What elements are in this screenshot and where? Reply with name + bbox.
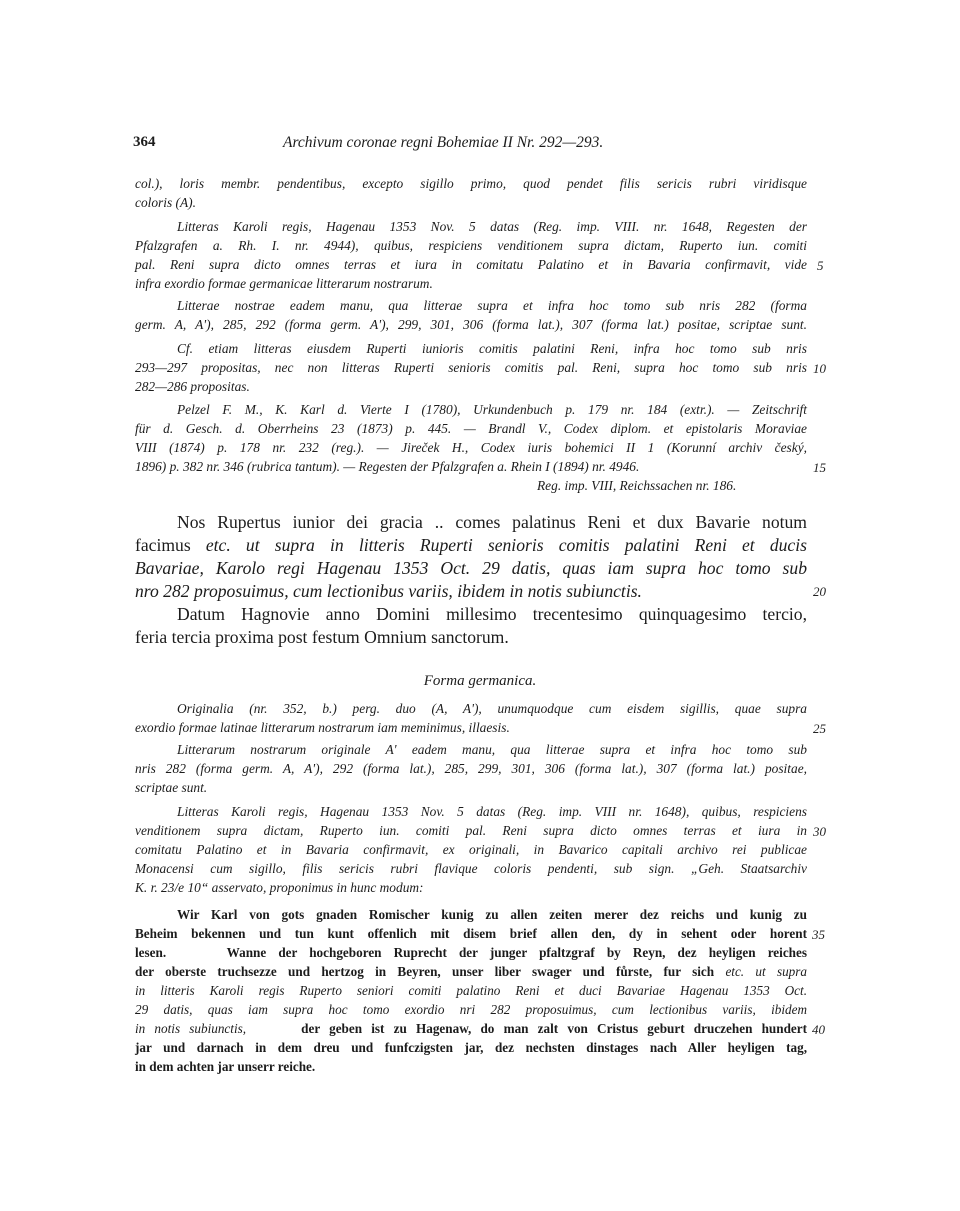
page-number: 364 [133,134,156,150]
note-line: K. r. 23/e 10“ asservato, proponimus in hunc modum: [135,880,424,895]
note-line: Originalia (nr. 352, b.) perg. duo (A, A'), unumquodque cum eisdem sigillis, quae supra [177,701,807,716]
main-text-line: Nos Rupertus iunior dei gracia .. comes palatinus Reni et dux Bavarie notum [177,512,807,532]
line-number: 10 [813,361,826,376]
german-text-line: Beheim bekennen und tun kunt offenlich mit disem brief allen den, dy in sehent oder horent [135,926,807,941]
main-text-line: nro 282 proposuimus, cum lectionibus variis, ibidem in notis subiunctis. [135,581,642,601]
note-line: Litteras Karoli regis, Hagenau 1353 Nov. 5 datas (Reg. imp. VIII. nr. 1648, Regesten der [177,219,807,234]
note-line: VIII (1874) p. 178 nr. 232 (reg.). — Jireček H., Codex iuris bohemici II 1 (Korunní archiv český, [135,440,807,455]
note-line: 282—286 propositas. [135,379,250,394]
line-number: 25 [813,721,826,736]
german-text-line: 29 datis, quas iam supra hoc tomo exordio nri 282 proposuimus, cum lectionibus variis, ibidem [135,1002,807,1017]
section-heading: Forma germanica. [423,673,537,689]
german-text-line: jar und darnach in dem dreu und funfczigsten jar, dez nechsten dinstages nach Aller heyligen tag, [135,1040,807,1055]
note-line: Pelzel F. M., K. Karl d. Vierte I (1780), Urkundenbuch p. 179 nr. 184 (extr.). — Zeitschrift [177,402,807,417]
line-number: 5 [817,258,824,273]
note-line: scriptae sunt. [135,780,208,795]
note-line: für d. Gesch. d. Oberrheins 23 (1873) p. 445. — Brandl V., Codex diplom. et epistolaris Moraviae [135,421,807,436]
german-text-line: Wir Karl von gots gnaden Romischer kunig zu allen zeiten merer dez reichs und kunig zu [177,907,807,922]
german-text-line: in notis subiunctis, der geben ist zu Hagenaw, do man zalt von Cristus geburt druczehen hundert [135,1021,808,1036]
note-line: Pfalzgrafen a. Rh. I. nr. 4944), quibus, respiciens venditionem supra dictam, Ruperto iun. comiti [135,238,807,253]
note-line: Litterarum nostrarum originale A' eadem manu, qua litterae supra et infra hoc tomo sub [177,742,807,757]
line-number: 30 [813,824,826,839]
line-number: 35 [812,927,825,942]
note-line: exordio formae latinae litterarum nostrarum iam meminimus, illaesis. [135,720,510,735]
german-text-line: in litteris Karoli regis Ruperto seniori comiti palatino Reni et duci Bavariae Hagenau 1353 Oct. [135,983,807,998]
note-line: Monacensi cum sigillo, filis sericis rubri flavique coloris pendenti, sub sign. „Geh. Staatsarchiv [135,861,807,876]
line-number: 40 [812,1022,825,1037]
running-title: Archivum coronae regni Bohemiae II Nr. 292—293. [283,134,604,151]
main-text-line: feria tercia proxima post festum Omnium sanctorum. [135,627,509,647]
note-line: Litterae nostrae eadem manu, qua litterae supra et infra hoc tomo sub nris 282 (forma [177,298,807,313]
note-line: nris 282 (forma germ. A, A'), 292 (forma lat.), 285, 299, 301, 306 (forma lat.), 307 (forma lat.) positae, [135,761,807,776]
note-line: Cf. etiam litteras eiusdem Ruperti iunioris comitis palatini Reni, infra hoc tomo sub nris [177,341,807,356]
note-line: col.), loris membr. pendentibus, excepto sigillo primo, quod pendet filis sericis rubri viridisque [135,176,807,191]
note-line: 1896) p. 382 nr. 346 (rubrica tantum). — Regesten der Pfalzgrafen a. Rhein I (1894) nr. 4946. [135,459,640,474]
note-line: coloris (A). [135,195,196,210]
note-line: venditionem supra dictam, Ruperto iun. comiti pal. Reni supra dicto omnes terras et iura in [135,823,807,838]
note-line: germ. A, A'), 285, 292 (forma germ. A'), 299, 301, 306 (forma lat.), 307 (forma lat.) positae, scriptae sunt. [135,317,807,332]
main-text-line: Datum Hagnovie anno Domini millesimo trecentesimo quinquagesimo tercio, [177,604,807,624]
note-line: Reg. imp. VIII, Reichssachen nr. 186. [537,478,737,493]
note-line: 293—297 propositas, nec non litteras Ruperti senioris comitis pal. Reni, supra hoc tomo sub nris [135,360,807,375]
main-text-line: Bavariae, Karolo regi Hagenau 1353 Oct. 29 datis, quas iam supra hoc tomo sub [135,558,807,578]
german-text-line: der oberste truchsezze und hertzog in Beyren, unser liber swager und fůrste, fur sich etc. ut supra [135,964,808,979]
german-text-line: lesen. Wanne der hochgeboren Ruprecht der junger pfaltzgraf by Reyn, dez heyligen reiches [135,945,807,960]
note-line: infra exordio formae germanicae litterarum nostrarum. [135,276,433,291]
line-number: 15 [813,460,826,475]
line-number: 20 [813,584,826,599]
note-line: pal. Reni supra dicto omnes terras et iura in comitatu Palatino et in Bavaria confirmavit, vide [135,257,807,272]
note-line: Litteras Karoli regis, Hagenau 1353 Nov. 5 datas (Reg. imp. VIII nr. 1648), quibus, respiciens [177,804,807,819]
main-text-line: facimus etc. ut supra in litteris Ruperti senioris comitis palatini Reni et ducis [135,535,807,555]
german-text-line: in dem achten jar unserr reiche. [135,1059,316,1074]
note-line: comitatu Palatino et in Bavaria confirmavit, ex originali, in Bavarico capitali archivo rei publicae [135,842,807,857]
